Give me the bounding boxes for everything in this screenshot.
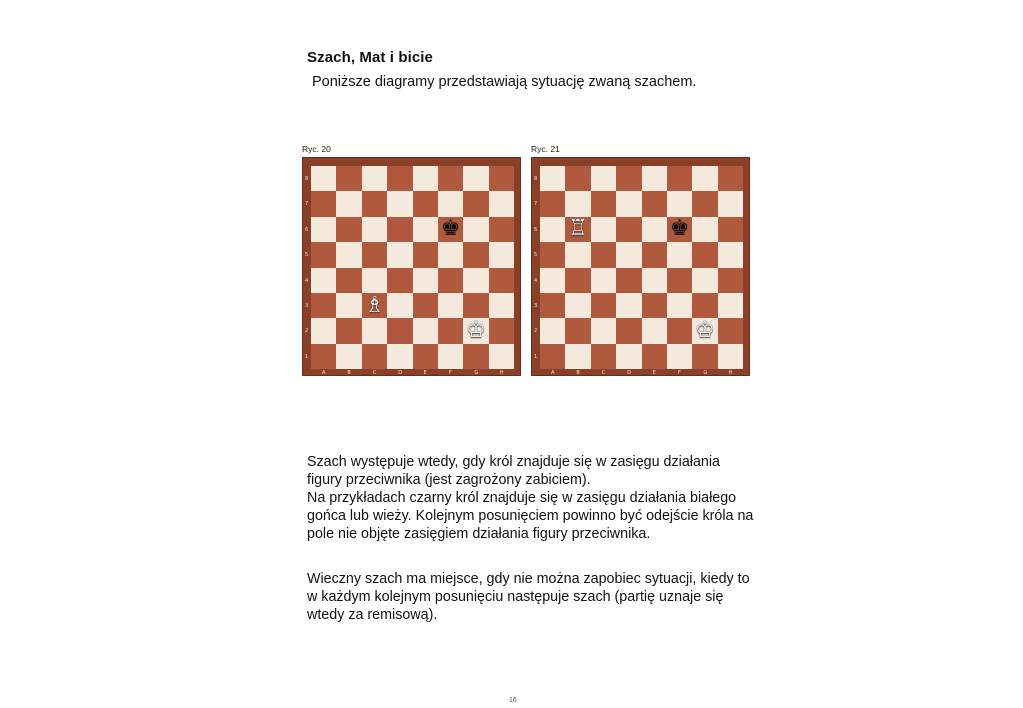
rank-label: 2: [305, 328, 309, 335]
rank-label: 6: [305, 226, 309, 233]
white-bishop-icon: ♗: [364, 292, 385, 318]
square-h4: [489, 268, 514, 293]
square-b6: [565, 217, 590, 242]
square-c6: [362, 217, 387, 242]
square-g1: [692, 344, 717, 369]
square-g8: [692, 166, 717, 191]
square-c8: [362, 166, 387, 191]
file-label: F: [449, 370, 452, 376]
white-king-icon: ♔: [466, 317, 486, 343]
file-label: B: [576, 370, 580, 376]
square-e4: [642, 268, 667, 293]
black-king-icon: ♚: [669, 216, 690, 242]
file-label: D: [398, 370, 403, 376]
square-g4: [692, 268, 717, 293]
square-c7: [362, 191, 387, 216]
square-g2: [692, 318, 717, 343]
white-king-icon: ♔: [695, 317, 715, 343]
file-label: C: [601, 370, 606, 376]
square-g1: [463, 344, 488, 369]
square-c4: [591, 268, 616, 293]
square-f8: [438, 166, 463, 191]
square-g4: [463, 268, 488, 293]
square-f8: [667, 166, 692, 191]
square-g7: [463, 191, 488, 216]
square-g5: [463, 242, 488, 267]
square-e8: [642, 166, 667, 191]
square-c2: [362, 318, 387, 343]
square-a7: [311, 191, 336, 216]
square-f2: [438, 318, 463, 343]
square-d5: [387, 242, 412, 267]
square-e5: [642, 242, 667, 267]
square-c3: [362, 293, 387, 318]
white-rook-icon: ♖: [568, 216, 588, 242]
square-a5: [540, 242, 565, 267]
square-h7: [489, 191, 514, 216]
square-b8: [565, 166, 590, 191]
square-f6: [438, 217, 463, 242]
file-label: D: [627, 370, 632, 376]
square-b5: [336, 242, 361, 267]
figure-label-20: Ryc. 20: [302, 144, 331, 154]
square-g2: [463, 318, 488, 343]
square-f4: [438, 268, 463, 293]
square-h1: [489, 344, 514, 369]
square-b8: [336, 166, 361, 191]
square-c7: [591, 191, 616, 216]
square-f1: [667, 344, 692, 369]
square-b4: [336, 268, 361, 293]
square-g6: [463, 217, 488, 242]
square-b3: [336, 293, 361, 318]
square-h3: [718, 293, 743, 318]
square-e6: [413, 217, 438, 242]
square-h5: [489, 242, 514, 267]
square-d6: [616, 217, 641, 242]
square-e8: [413, 166, 438, 191]
square-d1: [616, 344, 641, 369]
rank-label: 8: [534, 176, 538, 182]
page-title: Szach, Mat i bicie: [307, 49, 434, 66]
file-label: E: [652, 370, 656, 376]
square-b1: [336, 344, 361, 369]
rank-label: 1: [305, 353, 309, 360]
rank-label: 7: [534, 201, 538, 208]
square-e5: [413, 242, 438, 267]
square-h1: [718, 344, 743, 369]
square-c3: [591, 293, 616, 318]
square-g3: [692, 293, 717, 318]
square-a4: [540, 268, 565, 293]
square-b1: [565, 344, 590, 369]
square-e2: [642, 318, 667, 343]
square-h5: [718, 242, 743, 267]
square-d8: [616, 166, 641, 191]
square-f5: [438, 242, 463, 267]
square-b7: [336, 191, 361, 216]
square-e1: [413, 344, 438, 369]
square-h4: [718, 268, 743, 293]
square-b3: [565, 293, 590, 318]
file-label: G: [703, 370, 708, 376]
square-e3: [413, 293, 438, 318]
page-subtitle: Poniższe diagramy przedstawiają sytuację zwaną szachem.: [312, 74, 697, 90]
rank-label: 6: [534, 226, 538, 233]
square-d5: [616, 242, 641, 267]
square-b7: [565, 191, 590, 216]
square-a1: [311, 344, 336, 369]
square-h2: [489, 318, 514, 343]
rank-label: 5: [305, 252, 309, 259]
square-e3: [642, 293, 667, 318]
square-a2: [311, 318, 336, 343]
square-e7: [642, 191, 667, 216]
square-c4: [362, 268, 387, 293]
square-f4: [667, 268, 692, 293]
square-f6: [667, 217, 692, 242]
rank-label: 1: [534, 353, 538, 360]
rank-label: 8: [305, 176, 309, 182]
square-h8: [718, 166, 743, 191]
square-b5: [565, 242, 590, 267]
page-number: 16: [509, 697, 517, 704]
square-f2: [667, 318, 692, 343]
square-f1: [438, 344, 463, 369]
square-d1: [387, 344, 412, 369]
square-d3: [387, 293, 412, 318]
square-d6: [387, 217, 412, 242]
square-f3: [667, 293, 692, 318]
file-label: H: [499, 370, 504, 376]
square-c6: [591, 217, 616, 242]
file-label: H: [728, 370, 733, 376]
square-d4: [387, 268, 412, 293]
square-f5: [667, 242, 692, 267]
square-c5: [362, 242, 387, 267]
square-f3: [438, 293, 463, 318]
square-e6: [642, 217, 667, 242]
square-g3: [463, 293, 488, 318]
square-b2: [336, 318, 361, 343]
square-f7: [667, 191, 692, 216]
square-b2: [565, 318, 590, 343]
square-h3: [489, 293, 514, 318]
rank-label: 3: [305, 303, 309, 309]
square-g7: [692, 191, 717, 216]
rank-label: 4: [534, 277, 538, 284]
square-d2: [616, 318, 641, 343]
square-f7: [438, 191, 463, 216]
rank-label: 4: [305, 277, 309, 284]
square-h6: [718, 217, 743, 242]
file-label: G: [474, 370, 479, 376]
square-c1: [591, 344, 616, 369]
square-a6: [540, 217, 565, 242]
file-label: B: [347, 370, 351, 376]
black-king-icon: ♚: [440, 216, 461, 242]
square-a7: [540, 191, 565, 216]
board-grid: [311, 166, 514, 369]
file-label: F: [678, 370, 681, 376]
rank-label: 3: [534, 303, 538, 309]
file-label: A: [322, 370, 326, 376]
rank-label: 2: [534, 328, 538, 335]
square-a3: [540, 293, 565, 318]
square-c8: [591, 166, 616, 191]
paragraph-check: Szach występuje wtedy, gdy król znajduje się w zasięgu działania figury przeciwnika (jest zagrożony zabiciem). Na przykładach czarny król znajduje się w zasięgu działania białego gońca lub wieży. Kolejnym posunięciem powinno być odejście króla na pole nie objęte zasięgiem działania figury przeciwnika.: [307, 454, 754, 542]
square-h7: [718, 191, 743, 216]
square-c2: [591, 318, 616, 343]
square-a2: [540, 318, 565, 343]
square-b4: [565, 268, 590, 293]
square-c5: [591, 242, 616, 267]
square-g8: [463, 166, 488, 191]
file-label: A: [551, 370, 555, 376]
square-d8: [387, 166, 412, 191]
square-e2: [413, 318, 438, 343]
file-label: C: [372, 370, 377, 376]
square-a5: [311, 242, 336, 267]
file-label: E: [423, 370, 427, 376]
paragraph-perpetual-check: Wieczny szach ma miejsce, gdy nie można zapobiec sytuacji, kiedy to w każdym kolejnym posunięciu następuje szach (partię uznaje się wtedy za remisową).: [307, 571, 750, 623]
square-b6: [336, 217, 361, 242]
square-a8: [311, 166, 336, 191]
square-e4: [413, 268, 438, 293]
square-a1: [540, 344, 565, 369]
square-a6: [311, 217, 336, 242]
chess-board-fig21: [531, 157, 750, 376]
square-e1: [642, 344, 667, 369]
figure-label-21: Ryc. 21: [531, 144, 560, 154]
square-g5: [692, 242, 717, 267]
square-c1: [362, 344, 387, 369]
square-d4: [616, 268, 641, 293]
square-a8: [540, 166, 565, 191]
square-e7: [413, 191, 438, 216]
square-d7: [387, 191, 412, 216]
square-d7: [616, 191, 641, 216]
square-a3: [311, 293, 336, 318]
square-d2: [387, 318, 412, 343]
square-a4: [311, 268, 336, 293]
square-h6: [489, 217, 514, 242]
rank-label: 7: [305, 201, 309, 208]
square-h2: [718, 318, 743, 343]
rank-label: 5: [534, 252, 538, 259]
board-grid: [540, 166, 743, 369]
square-g6: [692, 217, 717, 242]
chess-board-fig20: [302, 157, 521, 376]
square-d3: [616, 293, 641, 318]
square-h8: [489, 166, 514, 191]
